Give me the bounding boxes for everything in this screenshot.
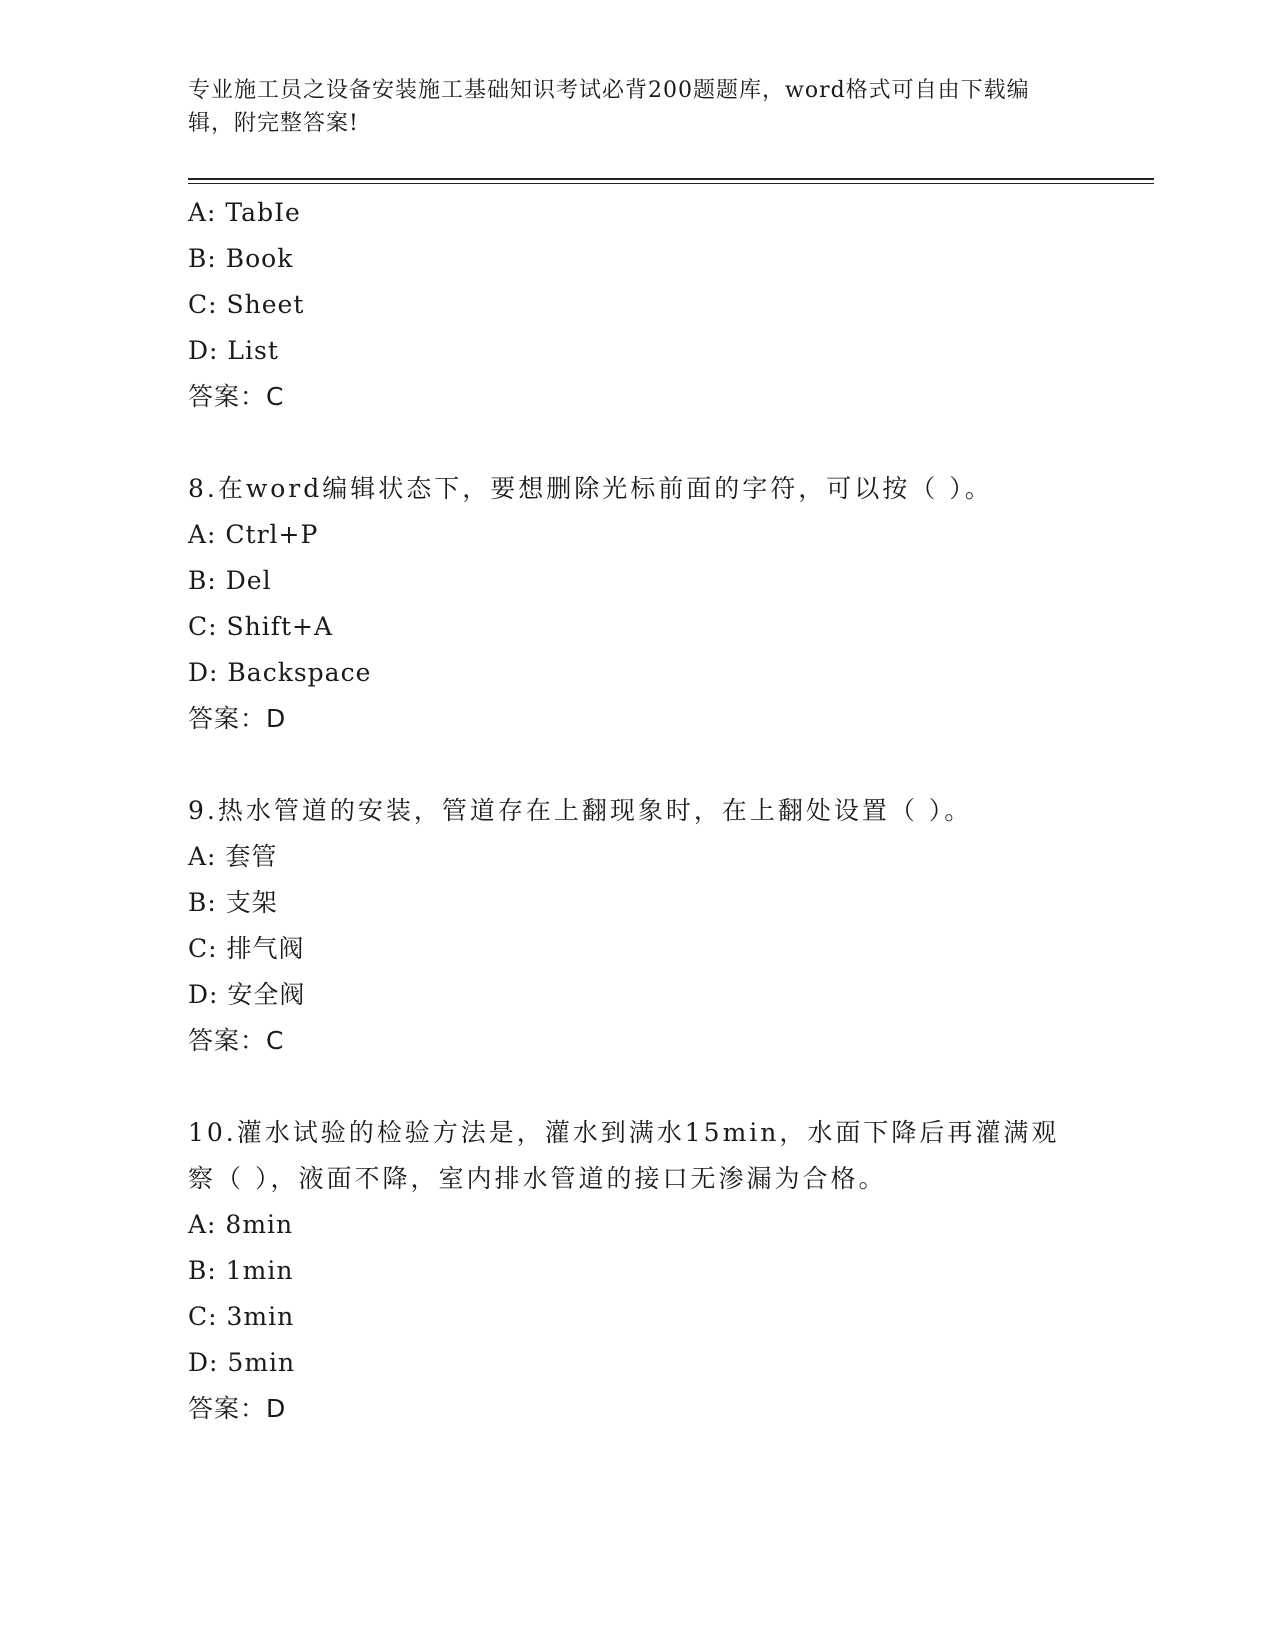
option-d: D: Backspace bbox=[188, 658, 372, 687]
question-block bbox=[188, 190, 1068, 420]
question-stem: 8.在word编辑状态下，要想删除光标前面的字符，可以按（ ）。 bbox=[188, 474, 993, 503]
spacer bbox=[188, 420, 1068, 466]
answer-label: 答案：C bbox=[188, 1026, 285, 1055]
option-c: C: Shift+A bbox=[188, 612, 334, 641]
question-block bbox=[188, 466, 1068, 742]
option-c: C: 3min bbox=[188, 1302, 295, 1331]
answer-label: 答案：C bbox=[188, 382, 285, 411]
question-block bbox=[188, 1110, 1068, 1432]
option-b: B: 支架 bbox=[188, 888, 278, 917]
option-b: B: Book bbox=[188, 244, 294, 273]
option-a: A: 套管 bbox=[188, 842, 278, 871]
option-a: A: Ctrl+P bbox=[188, 520, 319, 549]
option-c: C: Sheet bbox=[188, 290, 305, 319]
spacer bbox=[188, 742, 1068, 788]
option-d: D: 5min bbox=[188, 1348, 296, 1377]
question-list bbox=[188, 190, 1068, 1432]
header-divider-thin bbox=[188, 183, 1154, 184]
question-stem: 9.热水管道的安装，管道存在上翻现象时，在上翻处设置（ ）。 bbox=[188, 796, 973, 825]
option-a: A: 8min bbox=[188, 1210, 294, 1239]
option-d: D: List bbox=[188, 336, 279, 365]
option-a: A: TabIe bbox=[188, 198, 301, 227]
header-divider-thick bbox=[188, 178, 1154, 180]
option-d: D: 安全阀 bbox=[188, 980, 306, 1009]
answer-label: 答案：D bbox=[188, 1394, 287, 1423]
option-b: B: Del bbox=[188, 566, 272, 595]
answer-label: 答案：D bbox=[188, 704, 287, 733]
spacer bbox=[188, 1064, 1068, 1110]
question-block bbox=[188, 788, 1068, 1064]
document-header: 专业施工员之设备安装施工基础知识考试必背200题题库，word格式可自由下载编辑，附完整答案! bbox=[188, 78, 1030, 136]
option-c: C: 排气阀 bbox=[188, 934, 305, 963]
option-b: B: 1min bbox=[188, 1256, 294, 1285]
question-stem: 10.灌水试验的检验方法是，灌水到满水15min，水面下降后再灌满观察（ ），液面不降，室内排水管道的接口无渗漏为合格。 bbox=[188, 1118, 1060, 1193]
